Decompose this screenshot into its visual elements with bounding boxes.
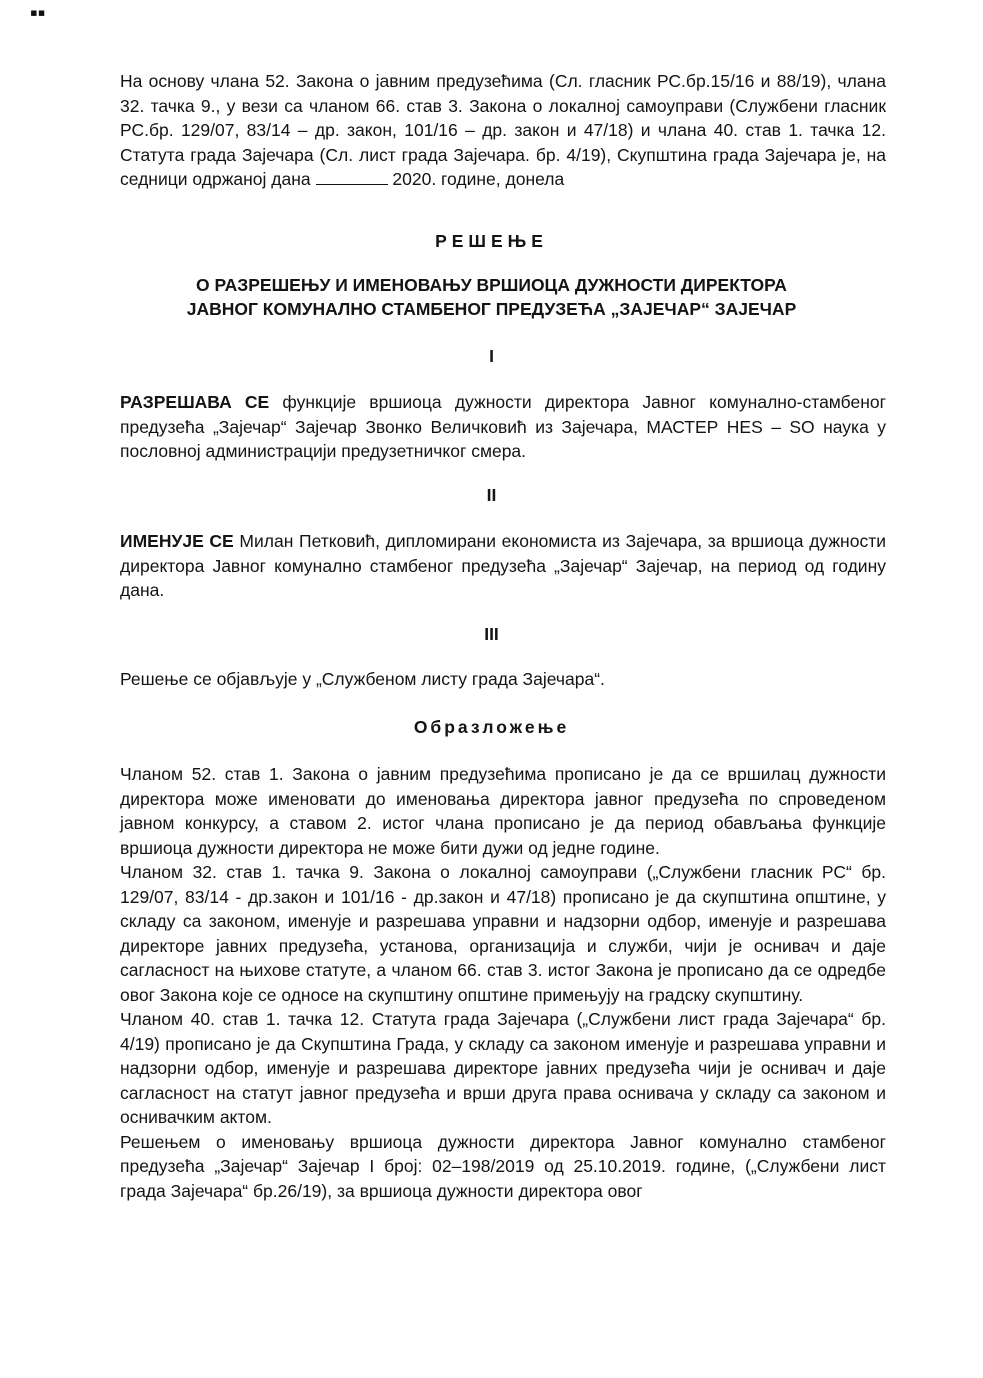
explanation-p2: Чланом 32. став 1. тачка 9. Закона о локалној самоуправи („Службени гласник РС“ бр. 129/07, 83/14 - др.закон и 101/16 - др.закон и 47/18) прописано је да скупштина општине, у складу са законом, именује и разрешава управни и надзорни одбор, именује и разрешава директоре јавних предузећа, установа, организација и служби, чији је оснивач и даје сагласност на њихове статуте, а чланом 66. став 3. истог Закона је прописано да се одредбе овог Закона које се односе на скупштину општине примењују на градску скупштину. [120, 862, 886, 1005]
section-1-text: функције вршиоца дужности директора Јавног комунално-стамбеног предузећа „Зајечар“ Зајечар Звонко Величковић из Зајечара, МАСТЕР HES – SO наука у пословној администрацији предузетничког смера. [120, 392, 886, 461]
section-1-body [120, 390, 886, 464]
preamble-text: На основу члана 52. Закона о јавним предузећима (Сл. гласник РС.бр.15/16 и 88/19), члана 32. тачка 9., у вези са чланом 66. став 3. Закона о локалној самоуправи (Службени гласник РС.бр. 129/07, 83/14 – др. закон, 101/16 – др. закон и 47/18) и члана 40. став 1. тачка 12. Статута града Зајечара (Сл. лист града Зајечара. бр. 4/19), Скупштина града Зајечара је, на седници одржаној дана [120, 71, 886, 189]
section-2-body [120, 529, 886, 603]
preamble [120, 69, 886, 192]
document-title: РЕШЕЊЕ [435, 231, 548, 251]
section-1-heading: I [489, 346, 494, 366]
explanation-p4: Решењем о именовању вршиоца дужности директора Јавног комунално стамбеног предузећа „Зајечар“ Зајечар I број: 02–198/2019 од 25.10.2019. године, („Службени лист града Зајечара“ бр.26/19), за вршиоца дужности директора овог [120, 1131, 886, 1201]
corner-mark: ▪▪ [30, 0, 46, 25]
section-2-text: Милан Петковић, дипломирани економиста из Зајечара, за вршиоца дужности директора Јавног комунално стамбеног предузећа „Зајечар“ Зајечар, на период од годину дана. [120, 531, 886, 600]
section-2-heading: II [486, 485, 497, 505]
preamble-end: 2020. године, донела [392, 169, 565, 189]
subtitle-line-2: ЈАВНОГ КОМУНАЛНО СТАМБЕНОГ ПРЕДУЗЕЋА „ЗАЈЕЧАР“ ЗАЈЕЧАР [186, 299, 797, 319]
date-blank-line [316, 170, 388, 185]
explanation-p1: Чланом 52. став 1. Закона о јавним предузећима прописано је да се вршилац дужности директора може именовати до именовања директора јавног предузећа по спроведеном јавном конкурсу, а ставом 2. истог члана прописано је да период обављања функције вршиоца дужности директора не може бити дужи од једне године. [120, 764, 886, 858]
subtitle-line-1: О РАЗРЕШЕЊУ И ИМЕНОВАЊУ ВРШИОЦА ДУЖНОСТИ ДИРЕКТОРА [196, 275, 787, 295]
explanation-p3: Чланом 40. став 1. тачка 12. Статута града Зајечара („Службени лист града Зајечара“ бр. 4/19) прописано је да Скупштина Града, у складу са законом именује и разрешава управни и надзорни одбор, именује и разрешава директоре јавних предузећа чији је оснивач и даје сагласност на статут јавног предузећа и врши друга права оснивача у складу са законом и оснивачким актом. [120, 1009, 886, 1127]
explanation-body [120, 762, 886, 1203]
explanation-heading: Образложење [413, 717, 570, 737]
section-1-bold: РАЗРЕШАВА СЕ [120, 392, 270, 412]
section-3-text: Решење се објављује у „Службеном листу града Зајечара“. [120, 669, 605, 689]
section-2-bold: ИМЕНУЈЕ СЕ [120, 531, 234, 551]
section-3-heading: III [484, 624, 499, 644]
section-3-body [120, 667, 886, 692]
